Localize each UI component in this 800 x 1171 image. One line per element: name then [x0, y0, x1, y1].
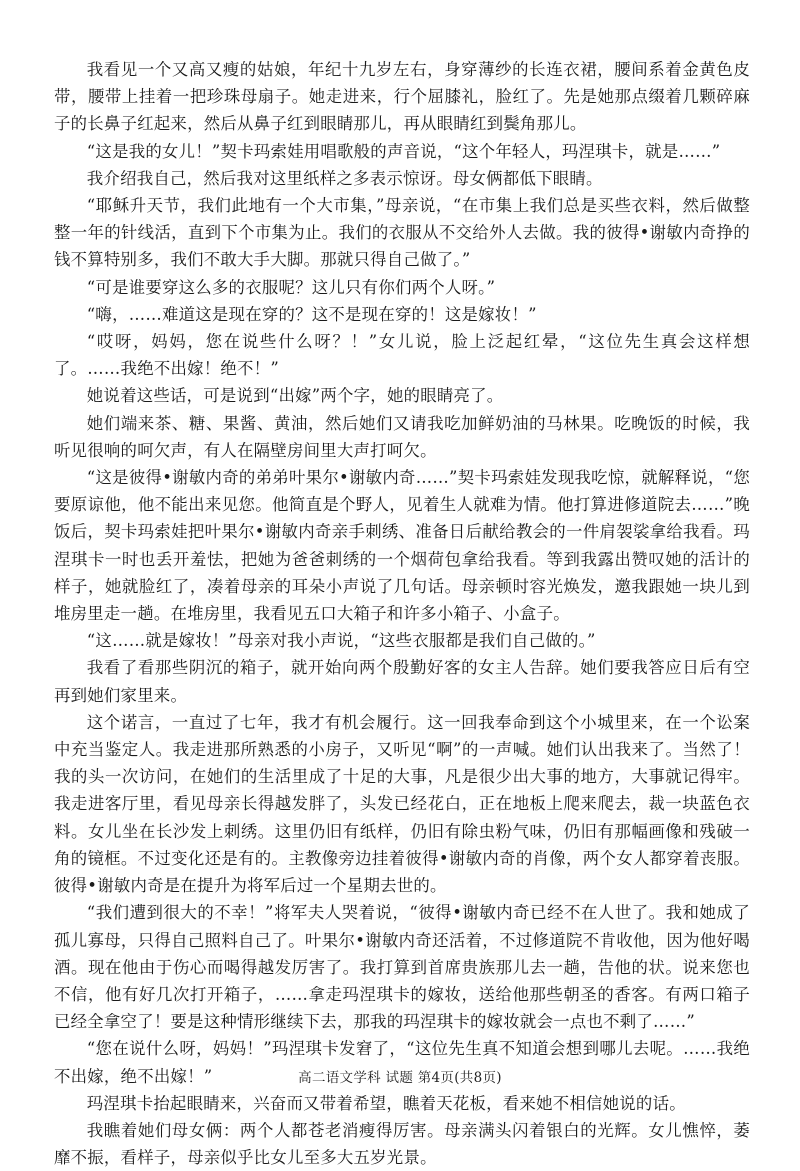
- paragraph-4: “耶稣升天节，我们此地有一个大市集，”母亲说，“在市集上我们总是买些衣料，然后做整整一年的针线活，直到下个市集为止。我们的衣服从不交给外人去做。我的彼得•谢敏内奇挣的钱不算特别多，我们不敢大手大脚。那就只得自己做了。”: [54, 196, 750, 270]
- paragraph-15: “您在说什么呀，妈妈！”玛涅琪卡发窘了，“这位先生真不知道会想到哪儿去呢。……我绝不出嫁，绝不出嫁！”: [54, 1039, 750, 1086]
- paragraph-1: 我看见一个又高又瘦的姑娘，年纪十九岁左右，身穿薄纱的长连衣裙，腰间系着金黄色皮带，腰带上挂着一把珍珠母扇子。她走进来，行个屈膝礼，脸红了。先是她那点缀着几颗碎麻子的长鼻子红起来，然后从鼻子红到眼睛那儿，再从眼睛红到鬓角那儿。: [54, 60, 750, 134]
- page-footer: 高二语文学科 试题 第4页(共8页): [298, 1070, 502, 1086]
- paragraph-8: 她说着这些话，可是说到“出嫁”两个字，她的眼睛亮了。: [86, 386, 504, 406]
- paragraph-16: 玛涅琪卡抬起眼睛来，兴奋而又带着希望，瞧着天花板，看来她不相信她说的话。: [86, 1093, 686, 1113]
- paragraph-10: “这是彼得•谢敏内奇的弟弟叶果尔•谢敏内奇……”契卡玛索娃发现我吃惊，就解释说，“您要原谅他，他不能出来见您。他简直是个野人，见着生人就难为情。他打算进修道院去……”晚饭后，契卡玛索娃把叶果尔•谢敏内奇亲手刺绣、准备日后献给教会的一件肩袈裟拿给我看。玛涅琪卡一时也丢开羞怯，把她为爸爸刺绣的一个烟荷包拿给我看。等到我露出赞叹她的活计的样子，她就脸红了，凑着母亲的耳朵小声说了几句话。母亲顿时容光焕发，邀我跟她一块儿到堆房里走一趟。在堆房里，我看见五口大箱子和许多小箱子、小盒子。: [54, 468, 750, 624]
- paragraph-5: “可是谁要穿这么多的衣服呢？这儿只有你们两个人呀。”: [86, 277, 496, 297]
- paragraph-6: “嗨，……难道这是现在穿的？这不是现在穿的！这是嫁妆！”: [86, 304, 537, 324]
- paragraph-7: “哎呀，妈妈，您在说些什么呀？！”女儿说，脸上泛起红晕，“这位先生真会这样想了。……我绝不出嫁！绝不！”: [54, 332, 750, 379]
- paragraph-12: 我看了看那些阴沉的箱子，就开始向两个殷勤好客的女主人告辞。她们要我答应日后有空再到她们家里来。: [54, 658, 750, 705]
- paragraph-2: “这是我的女儿！”契卡玛索娃用唱歌般的声音说，“这个年轻人，玛涅琪卡，就是……”: [86, 141, 721, 161]
- paragraph-3: 我介绍我自己，然后我对这里纸样之多表示惊讶。母女俩都低下眼睛。: [86, 168, 603, 188]
- paragraph-13: 这个诺言，一直过了七年，我才有机会履行。这一回我奉命到这个小城里来，在一个讼案中充当鉴定人。我走进那所熟悉的小房子，又听见“啊”的一声喊。她们认出我来了。当然了！我的头一次访问，在她们的生活里成了十足的大事，凡是很少出大事的地方，大事就记得牢。我走进客厅里，看见母亲长得越发胖了，头发已经花白，正在地板上爬来爬去，裁一块蓝色衣料。女儿坐在长沙发上刺绣。这里仍旧有纸样，仍旧有除虫粉气味，仍旧有那幅画像和残破一角的镜框。不过变化还是有的。主教像旁边挂着彼得•谢敏内奇的肖像，两个女人都穿着丧服。彼得•谢敏内奇是在提升为将军后过一个星期去世的。: [54, 712, 750, 896]
- paragraph-14: “我们遭到很大的不幸！”将军夫人哭着说，“彼得•谢敏内奇已经不在人世了。我和她成了孤儿寡母，只得自己照料自己了。叶果尔•谢敏内奇还活着，不过修道院不肯收他，因为他好喝酒。现在他由于伤心而喝得越发厉害了。我打算到首席贵族那儿去一趟，告他的状。说来您也不信，他有好几次打开箱子，……拿走玛涅琪卡的嫁妆，送给他那些朝圣的香客。有两口箱子已经全拿空了！要是这种情形继续下去，那我的玛涅琪卡的嫁妆就会一点也不剩了……”: [54, 903, 750, 1032]
- paragraph-11: “这……就是嫁妆！”母亲对我小声说，“这些衣服都是我们自己做的。”: [86, 631, 596, 651]
- article-body: [54, 56, 750, 1171]
- paragraph-9: 她们端来茶、糖、果酱、黄油，然后她们又请我吃加鲜奶油的马林果。吃晚饭的时候，我听见很响的呵欠声，有人在隔壁房间里大声打呵欠。: [54, 413, 750, 460]
- paragraph-17: 我瞧着她们母女俩：两个人都苍老消瘦得厉害。母亲满头闪着银白的光辉。女儿憔悴，萎靡不振，看样子，母亲似乎比女儿至多大五岁光景。: [54, 1120, 750, 1168]
